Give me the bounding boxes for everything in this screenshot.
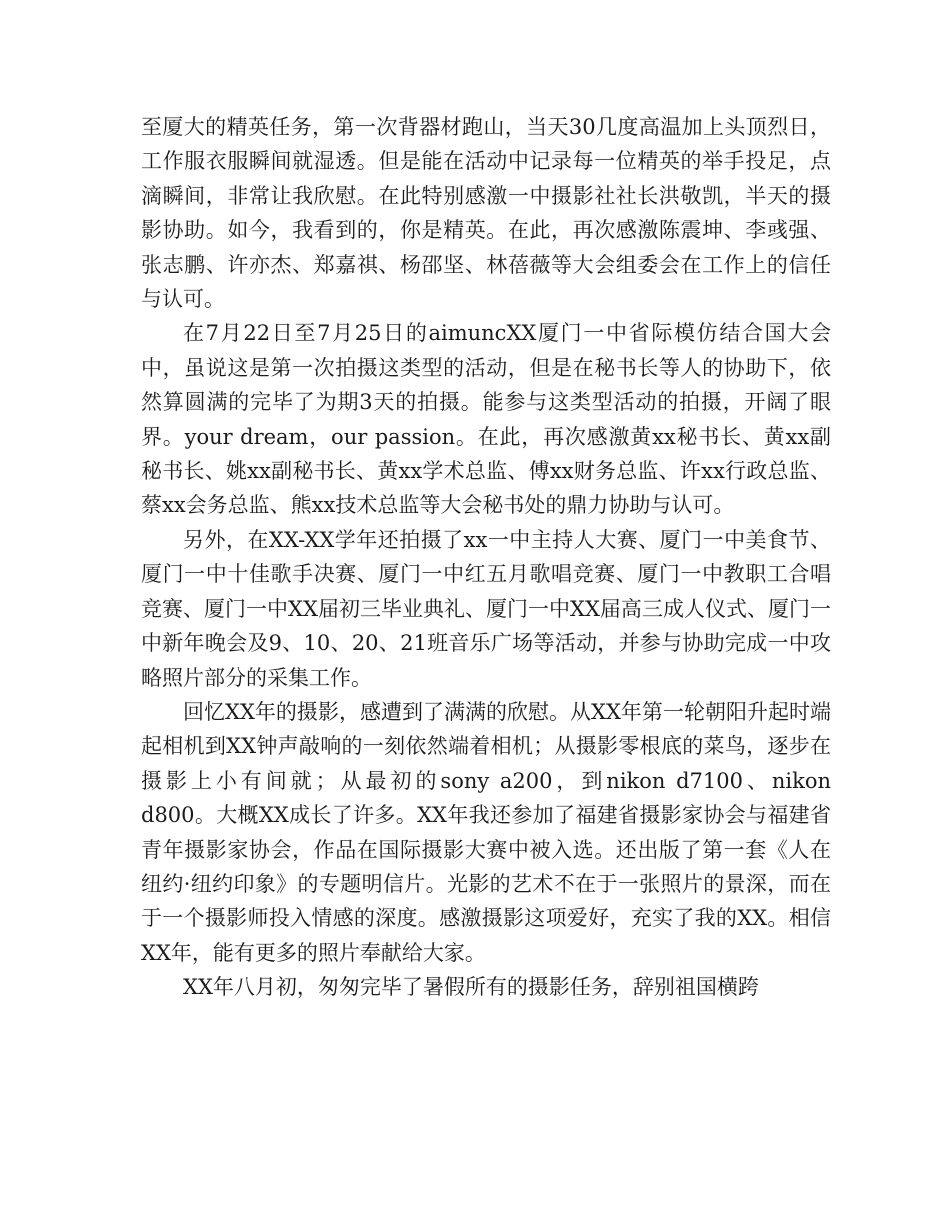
paragraph-5: XX年八月初，匆匆完毕了暑假所有的摄影任务，辞别祖国横跨 <box>183 975 759 1000</box>
paragraph-2: 在7月22日至7月25日的aimuncXX厦门一中省际模仿结合国大会中，虽说这是第一次拍摄这类型的活动，但是在秘书长等人的协助下，依然算圆满的完毕了为期3天的拍摄。能参与这类型活动的拍摄，开阔了眼界。your dream，our passion。在此，再次感激黄xx秘书长、黄xx副秘书长、姚xx副秘书长、黄xx学术总监、傅xx财务总监、许xx行政总监、蔡xx会务总监、熊xx技术总监等大会秘书处的鼎力协助与认可。 <box>141 321 831 518</box>
paragraph-3: 另外，在XX-XX学年还拍摄了xx一中主持人大赛、厦门一中美食节、厦门一中十佳歌手决赛、厦门一中红五月歌唱竞赛、厦门一中教职工合唱竞赛、厦门一中XX届初三毕业典礼、厦门一中XX届高三成人仪式、厦门一中新年晚会及9、10、20、21班音乐广场等活动，并参与协助完成一中攻略照片部分的采集工作。 <box>141 527 831 690</box>
paragraph-4: 回忆XX年的摄影，感遭到了满满的欣慰。从XX年第一轮朝阳升起时端起相机到XX钟声敲响的一刻依然端着相机；从摄影零根底的菜鸟，逐步在摄影上小有间就；从最初的sony a200，到nikon d7100、nikon d800。大概XX成长了许多。XX年我还参加了福建省摄影家协会与福建省青年摄影家协会，作品在国际摄影大赛中被入选。还出版了第一套《人在纽约·纽约印象》的专题明信片。光影的艺术不在于一张照片的景深，而在于一个摄影师投入情感的深度。感激摄影这项爱好，充实了我的XX。相信XX年，能有更多的照片奉献给大家。 <box>141 699 831 965</box>
paragraph-1: 至厦大的精英任务，第一次背器材跑山，当天30几度高温加上头顶烈日，工作服衣服瞬间就湿透。但是能在活动中记录每一位精英的举手投足，点滴瞬间，非常让我欣慰。在此特别感激一中摄影社社长洪敬凯，半天的摄影协助。如今，我看到的，你是精英。在此，再次感激陈震坤、李彧强、张志鹏、许亦杰、郑嘉祺、杨邵坚、林蓓薇等大会组委会在工作上的信任与认可。 <box>141 115 831 312</box>
document-body <box>141 110 831 1005</box>
